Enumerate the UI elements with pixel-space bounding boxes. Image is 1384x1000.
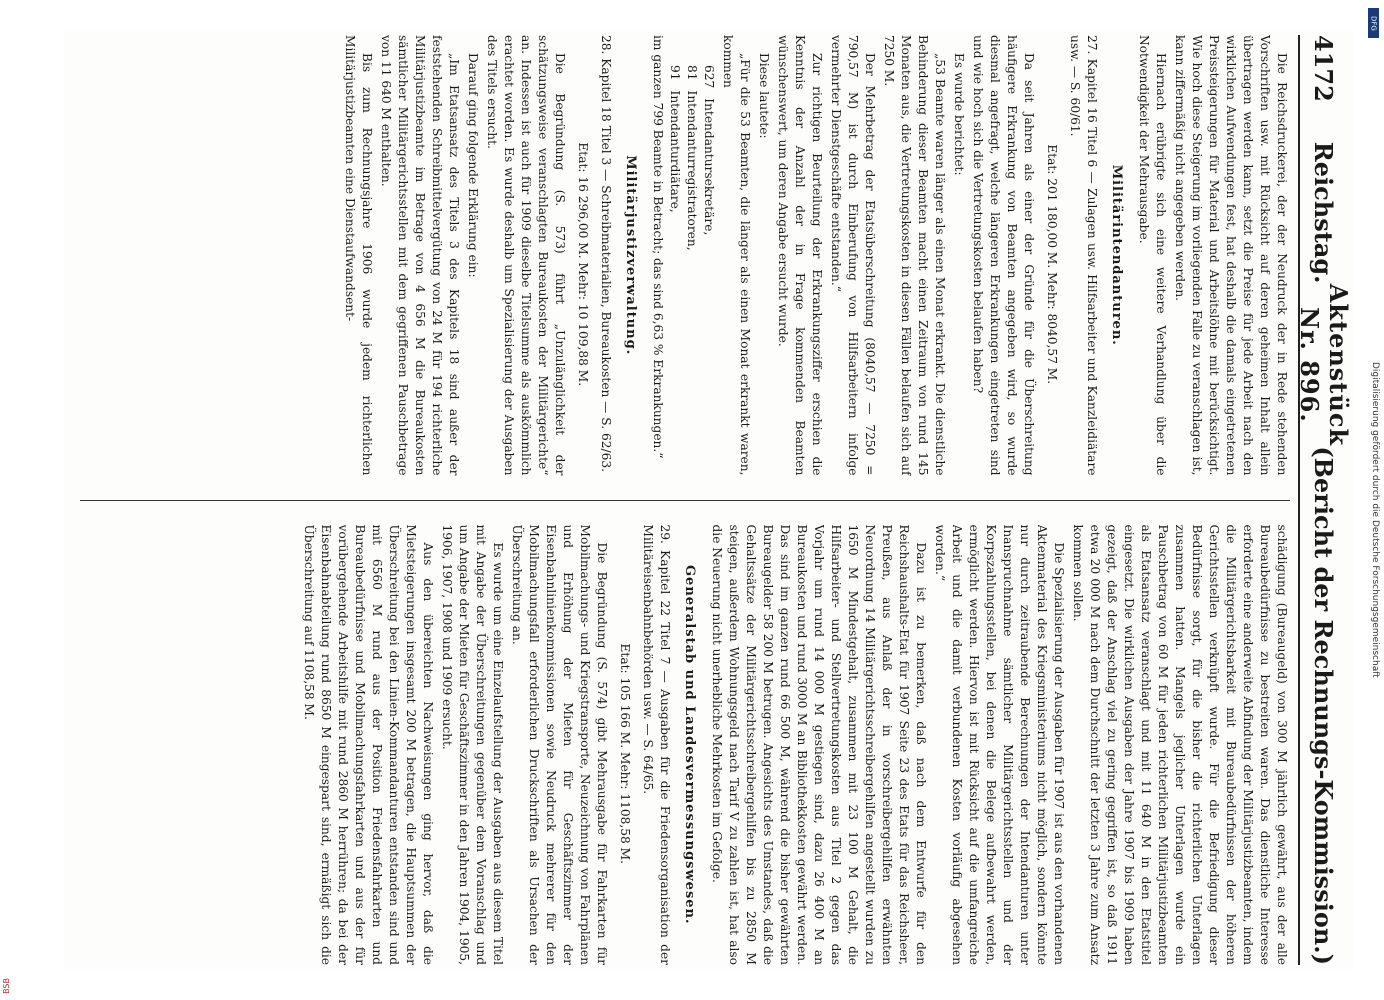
page-number: 4172 [1309,35,1339,102]
paragraph: Bis zum Rechnungsjahre 1906 wurde jedem richterlichen Militärjustizbeamten eine Dienstaufwandsent- [343,35,374,476]
paragraph: Darauf ging folgende Erklärung ein: [466,53,480,278]
list-count: 91 [668,65,682,81]
list-count: 627 [702,65,716,89]
list-label: Intendanturdiätare, [668,90,682,213]
scanned-page [64,30,1354,970]
paragraph: „Für die 53 Beamten, die länger als einen Monat erkrankt waren, kommen [721,35,752,476]
list-label: Intendanturregistratoren, [685,90,699,251]
right-column [80,525,1290,966]
digitization-note: Digitalisierung gefördert durch die Deutsche Forschungsgemeinschaft [1370,362,1380,678]
dfg-logo-icon: DFG [1368,8,1379,38]
header-title: Aktenstück Nr. 896. [1295,283,1353,447]
column-divider [80,500,1290,501]
paragraph: Die Spezialisierung der Ausgaben für 1907 ist aus den vorhandenen Aktenmaterial des Kriegsministeriums nicht möglich, sondern könnte nur durch zeitraubende Berechnungen der Intendanturen unter Inanspruchnahme sämtlicher Militärgerichtsstellen und der Korpszahlungsstellen, bei denen die Belege aufbewahrt werden, ermöglicht werden. Hiervon ist mit Rücksicht auf die umfangreiche Arbeit und die damit verbundenen Kosten vorläufig abgesehen worden.“ [933,524,1066,965]
text-columns [80,35,1290,965]
paragraph: Da seit Jahren als einer der Gründe für die Überschreitung häufigere Erkrankung von Beamten angegeben wird, so wurde diesmal angefragt, welche längeren Erkrankungen eingetreten sind und wie hoch sich die Vertretungskosten belaufen haben? [971,35,1036,476]
paragraph: Es wurde um eine Einzelaufstellung der Ausgaben aus diesem Titel mit Angabe der Überschreitungen gegenüber dem Voranschlag und um Angabe der Mieten für Geschäftszimmer in den Jahren 1904, 1905, 1906, 1907, 1908 und 1909 ersucht. [440,524,505,965]
paragraph: Dazu ist zu bemerken, daß nach dem Entwurfe für den Reichshaushalts-Etat für 1907 Seite 23 des Etats für das Reichsheer, Preußen, aus Anlaß der in vorschreibergehilfen erwähnten Neuordnung 14 Militärgerichtsschreibergehilfen angestellt wurden zu 1650 M Mindestgehalt, zusammen mit 23 100 M Gehalt, die Hilfsarbeiter- und Stellvertretungskosten aus Titel 2 gegen das Vorjahr um rund 14 000 M gestiegen sind, dazu 26 400 M an Bureaukosten und rund 3000 M an Bibliothekkosten gewährt werden. Das sind im ganzen rund 66 500 M, während die bisher gewährten Bureaugelder 58 200 M betrugen. Angesichts des Umstandes, daß die Gehaltssätze der Militärgerichtsschreibergehilfen bis zu 2850 M steigen, außerdem Wohnungsgeld nach Tarif V zu zahlen ist, hat also die Neuerung nicht unerhebliche Mehrkosten im Gefolge. [710,524,928,965]
paragraph: Zur richtigen Beurteilung der Erkrankungsziffer erschien die Kenntnis der Anzahl der in Frage kommenden Beamten wünschenswert, um deren Angabe ersucht wurde. [776,35,824,476]
bsb-mark: BSB [2,978,11,994]
item-heading: 27. Kapitel 16 Titel 6 — Zulagen usw. Hilfsarbeiter und Kanzleidiätare usw. — S. 60/61. [1068,35,1099,476]
staff-list [666,35,717,476]
item-heading: 29. Kapitel 22 Titel 7 — Ausgaben für die Friedensorganisation der Militäreisenbahnbehörden usw. — S. 64/65. [641,524,672,965]
paragraph: Diese lautete: [757,53,771,139]
paragraph: Es wurde berichtet: [952,53,966,176]
paragraph: Die Begründung (S. 574) gibt Mehrausgabe für Fahrkarten für Mobilmachungs- und Kriegstransporte, Neuzeichnung von Fahrplänen und Erhöhung der Mieten für Geschäftszimmer der Eisenbahnlinienkommissionen sowie Neudruck mehrerer für den Mobilmachungsfall erforderlichen Druckschriften als Ursachen der Überschreitung an. [510,524,609,965]
section-heading: Militärintendanturen. [1109,164,1124,346]
paragraph: „53 Beamte waren länger als einen Monat erkrankt. Die dienstliche Behinderung dieser Beamten macht einen Zeitraum von rund 145 Monaten aus, die Vertretungskosten in diesen Fällen belaufen sich auf 7250 M. [882,35,947,476]
paragraph: Aus den übereichten Nachweisungen ging hervor, daß die Mietsteigerungen insgesamt 200 M betragen, die Hauptsummen der Überschreitung bei den Linien-Kommandanturen entstanden sind und mit 6560 M rund aus der Position Friedensfahrkarten und Bureaubedürfnisse und Mobilmachungsfahrkarten und aus der für vorübergehende Arbeitshilfe mit rund 2860 M herrühren; da bei der Eisenbahnabteilung rund 8650 M eingespart sind, ermäßigt sich die Überschreitung auf 1108,58 M. [302,524,435,965]
paragraph: Hiernach erübrigte sich eine weitere Verhandlung über die Notwendigkeit der Mehrausgabe. [1137,35,1168,476]
etat-line: Etat: 105 166 M. Mehr: 1108,58 M. [618,643,632,864]
list-item [700,35,717,476]
page-header [1295,35,1353,965]
list-label: Intendantursekretäre, [702,98,716,236]
paragraph: Die Begründung (S. 573) führt „Unzulänglichkeit der schätzungsweise veranschlagten Bureaukosten der Militärgerichte“ an. Indessen ist auch für 1909 dieselbe Titelsumme als auskömmlich erachtet worden. Es wurde deshalb um Spezialisierung der Ausgaben des Titels ersucht. [485,35,567,476]
section-heading: Generalstab und Landesvermessungswesen. [682,564,697,925]
paragraph: im ganzen 799 Beamte in Betracht; das sind 6,63 % Erkrankungen.“ [651,35,665,459]
list-item [683,35,700,476]
paragraph: Die Reichsdruckerei, der der Neudruck der in Rede stehenden Vorschriften usw. mit Rücksicht auf deren geheimen Inhalt allein übertragen werden kann, setzt die Preise für jede Arbeit nach den wirklichen Aufwendungen fest, hat deshalb die damals eingetretenen Preissteigerungen für Material und Arbeitslöhne mit berücksichtigt. Wie hoch diese Steigerung im vorliegenden Falle zu veranschlagen ist, kann ziffermäßig nicht angegeben werden. [1173,35,1289,476]
header-right: (Bericht der Rechnungs-Kommission.) [1309,446,1339,965]
rotated-page-content [74,35,1353,965]
section-heading: Militärjustizverwaltung. [623,155,638,356]
list-count: 81 [685,65,699,81]
left-column [80,35,1290,476]
header-rule [1298,35,1300,965]
item-heading: 28. Kapitel 18 Titel 3 — Schreibmaterialien, Bureaukosten — S. 62/63. [599,35,613,472]
paragraph: schädigung (Bureaugeld) von 300 M jährlich gewährt, aus der alle Bureaubedürfnisse zu bestreiten waren. Das dienstliche Interesse erforderte eine anderweite Abfindung der Militärjustizbeamten, indem die Militärgerichtsbarkeit mit Bureaubedürfnissen der höheren Gerichtsstellen verknüpft wurde. Für die Befriedigung dieser Bedürfnisse sorgt, für die bisher die richterlichen Unterlagen zusammen hatten. Mangels jeglicher Unterlagen wurde ein Pauschbetrag von 60 M für jeden richterlichen Militärjustizbeamten als Etatsansatz veranschlagt und mit 11 640 M in den Etatstitel eingesetzt. Die wirklichen Ausgaben der Jahre 1907 bis 1909 haben gezeigt, daß der Anschlag viel zu gering gegriffen ist, so daß 1911 etwa 20 000 M nach dem Durchschnitt der letzten 3 Jahre zum Ansatz kommen sollen. [1071,524,1289,965]
list-item [666,35,683,476]
paragraph: Der Mehrbetrag der Etatsüberschreitung (8040,57 — 7250 = 790,57 M) ist durch Einberufung von Hilfsarbeitern infolge vermehrter Dienstgeschäfte entstanden.“ [829,35,877,476]
etat-line: Etat: 201 180,00 M. Mehr: 8040,57 M. [1045,144,1059,385]
paragraph: „Im Etatsansatz des Titels 3 des Kapitels 18 sind außer der feststehenden Schreibmittelvergütung von 24 M für 194 richterliche Militärjustizbeamte im Betrage von 4 656 M die Bureaukosten sämtlicher Militärgerichtsstellen mit dem gegriffenen Pauschbetrage von 11 640 M enthalten. [379,35,461,476]
etat-line: Etat: 16 296,00 M. Mehr: 10 109,88 M. [576,142,590,387]
header-left: Reichstag. [1309,141,1339,284]
